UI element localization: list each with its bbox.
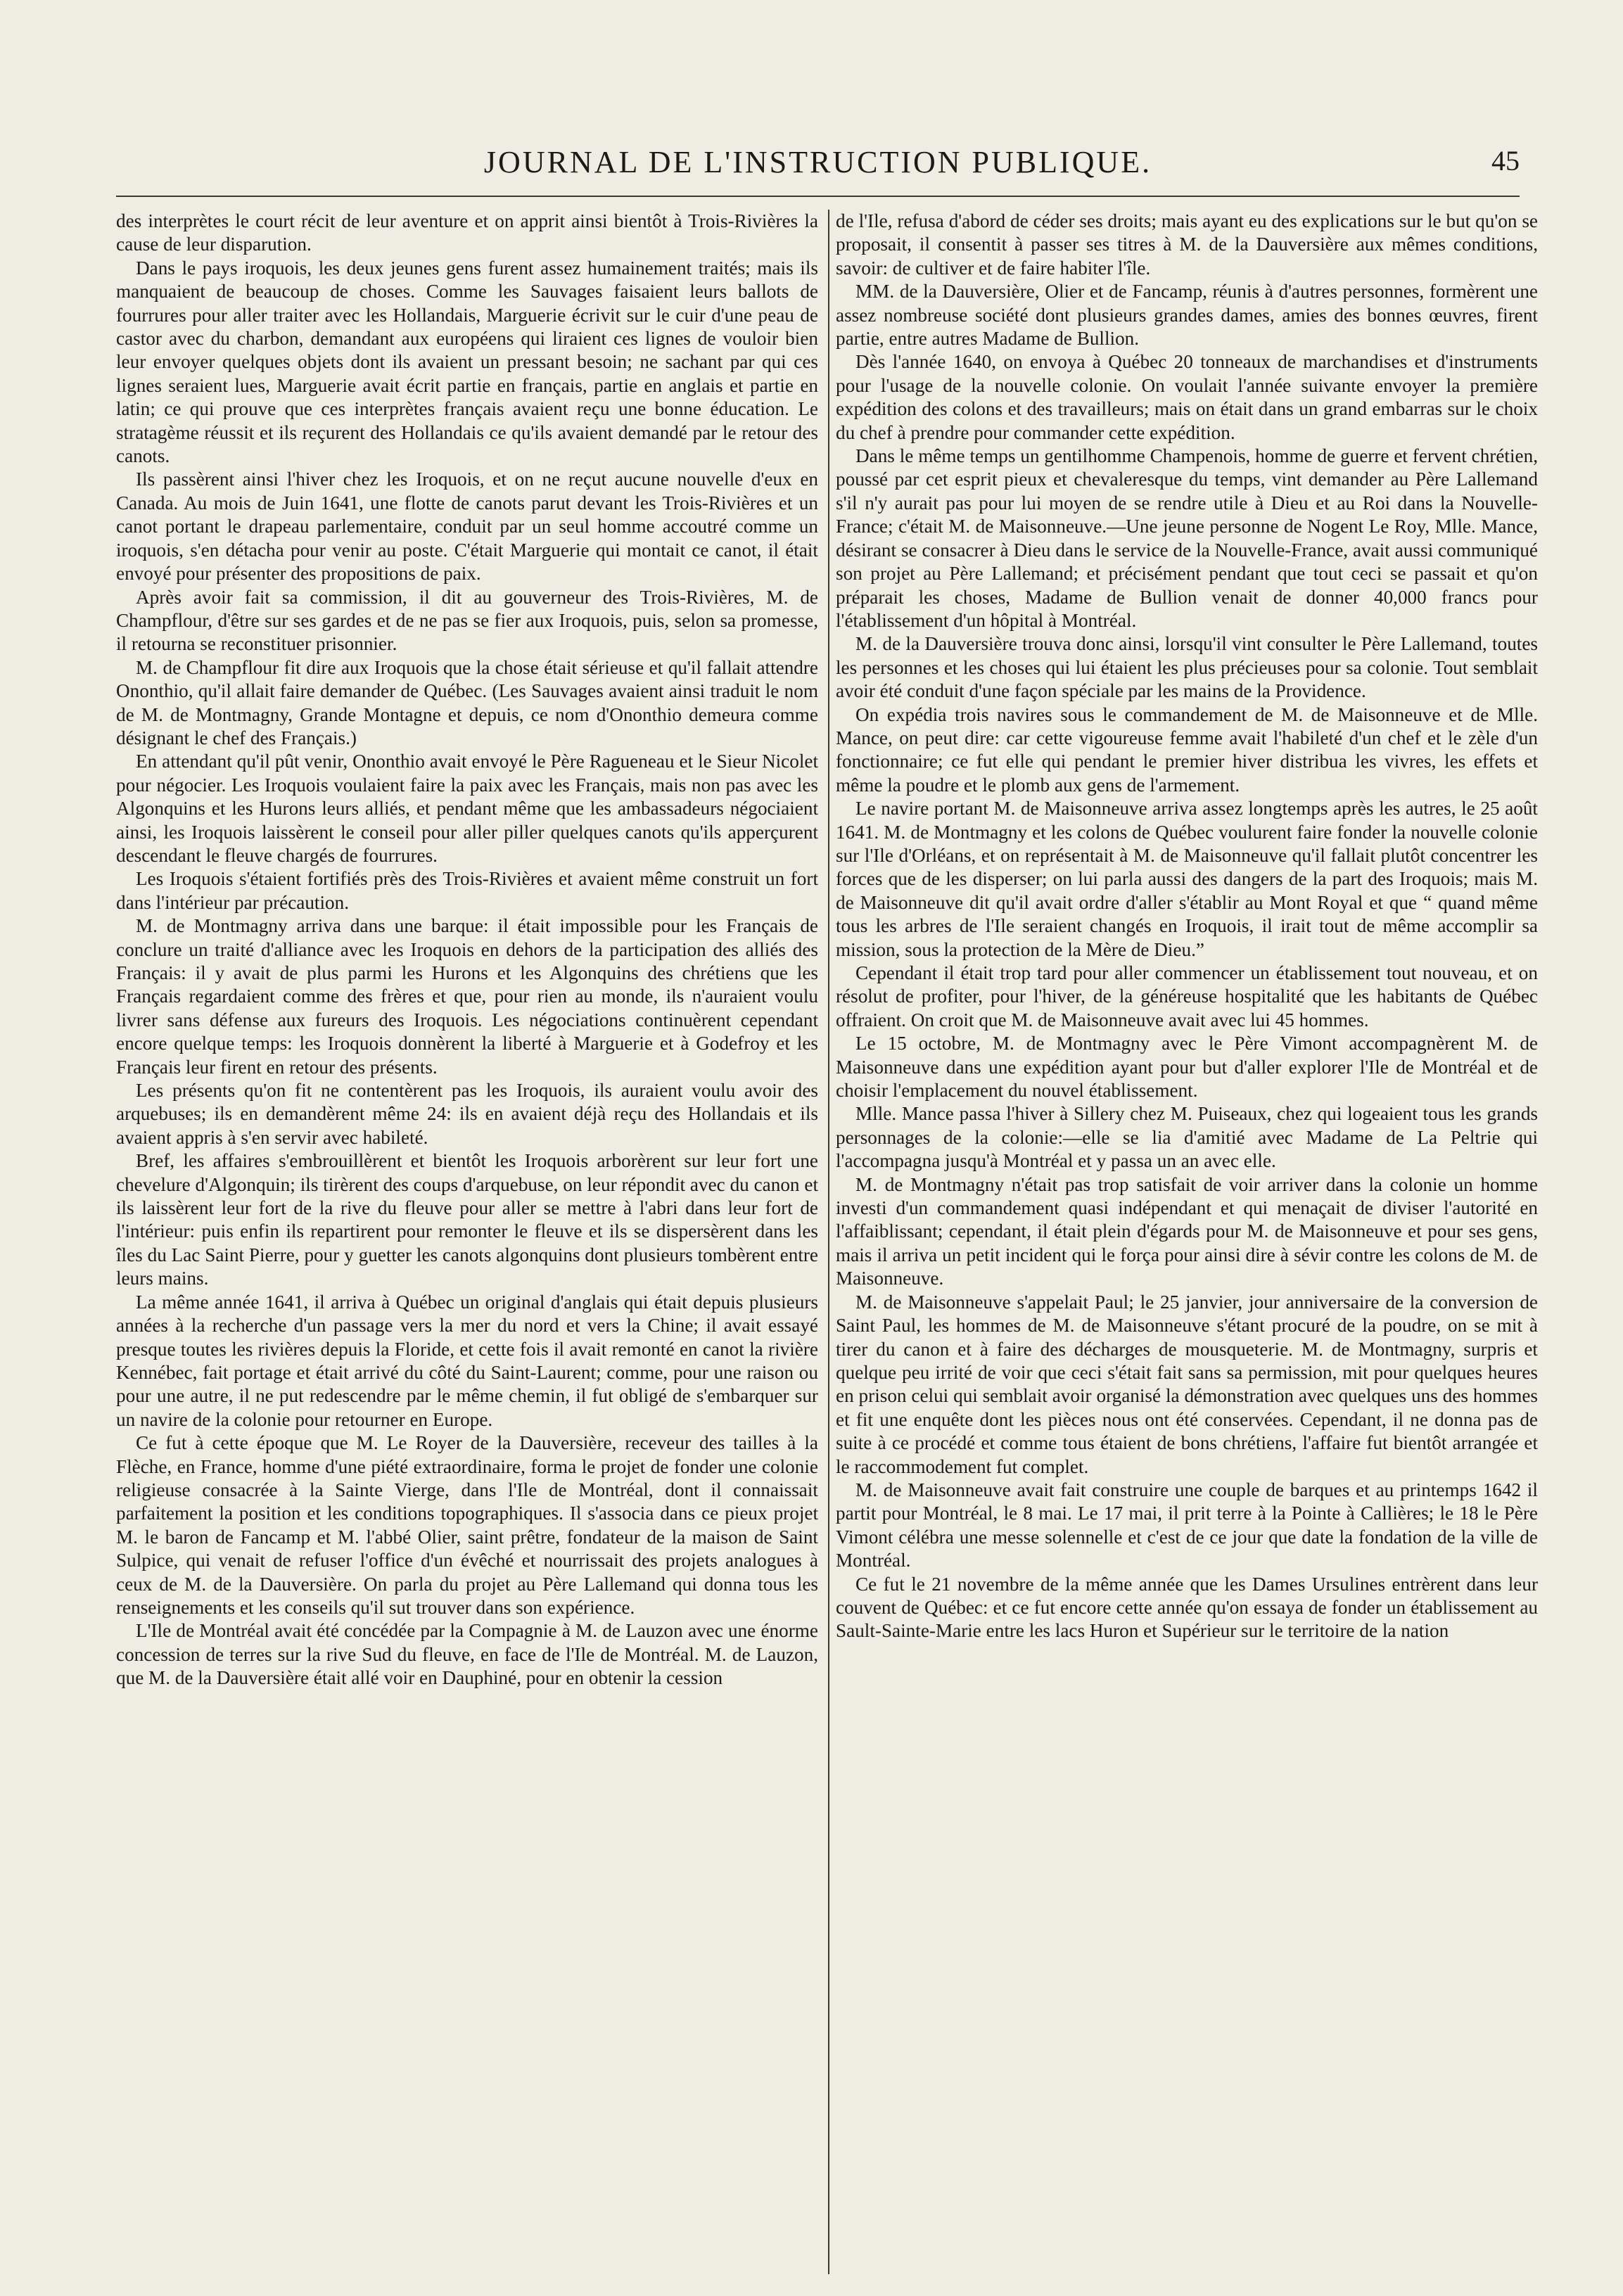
paragraph: Ce fut le 21 novembre de la même année que les Dames Ursulines entrèrent dans leur couvent de Québec: et ce fut encore cette année qu'on essaya de fonder un établissement au Sault-Sainte-Marie entre les lacs Huron et Supérieur sur le territoire de la nation [836,1573,1538,1642]
journal-title: JOURNAL DE L'INSTRUCTION PUBLIQUE. [483,145,1152,179]
paragraph: Ils passèrent ainsi l'hiver chez les Iroquois, et on ne reçut aucune nouvelle d'eux en Canada. Au mois de Juin 1641, une flotte de canots parut devant les Trois-Rivières et un canot portant le drapeau parlementaire, conduit par un seul homme accoutré comme un iroquois, s'en détacha pour venir au poste. C'était Marguerie qui montait ce canot, il était envoyé pour présenter des propositions de paix. [116,468,818,585]
paragraph: L'Ile de Montréal avait été concédée par la Compagnie à M. de Lauzon avec une énorme concession de terres sur la rive Sud du fleuve, en face de l'Ile de Montréal. M. de Lauzon, que M. de la Dauversière était allé voir en Dauphiné, pour en obtenir la cession [116,1620,818,1689]
page-number: 45 [1491,145,1520,177]
paragraph: M. de la Dauversière trouva donc ainsi, lorsqu'il vint consulter le Père Lallemand, toutes les personnes et les choses qui lui étaient les plus précieuses pour sa colonie. Tout semblait avoir été conduit d'une façon spéciale par les mains de la Providence. [836,633,1538,702]
paragraph: MM. de la Dauversière, Olier et de Fancamp, réunis à d'autres personnes, formèrent une assez nombreuse société dont plusieurs grandes dames, amies des bonnes œuvres, firent partie, entre autres Madame de Bullion. [836,281,1538,350]
paragraph: Le 15 octobre, M. de Montmagny avec le Père Vimont accompagnèrent M. de Maisonneuve dans une expédition ayant pour but d'aller explorer l'Ile de Montréal et de choisir l'emplacement du nouvel établissement. [836,1033,1538,1102]
paragraph: M. de Maisonneuve avait fait construire une couple de barques et au printemps 1642 il partit pour Montréal, le 8 mai. Le 17 mai, il prit terre à la Pointe à Callières; le 18 le Père Vimont célébra une messe solennelle et c'est de ce jour que date la fondation de la ville de Montréal. [836,1479,1538,1571]
paragraph: Cependant il était trop tard pour aller commencer un établissement tout nouveau, et on résolut de profiter, pour l'hiver, de la généreuse hospitalité que les habitants de Québec offraient. On croit que M. de Maisonneuve avait avec lui 45 hommes. [836,962,1538,1031]
paragraph: Les Iroquois s'étaient fortifiés près des Trois-Rivières et avaient même construit un fort dans l'intérieur par précaution. [116,868,818,913]
paragraph: Après avoir fait sa commission, il dit au gouverneur des Trois-Rivières, M. de Champflour, d'être sur ses gardes et de ne pas se fier aux Iroquois, puis, selon sa promesse, il retourna se reconstituer prisonnier. [116,586,818,655]
paragraph: de l'Ile, refusa d'abord de céder ses droits; mais ayant eu des explications sur le but qu'on se proposait, il consentit à passer ses titres à M. de la Dauversière aux mêmes conditions, savoir: de cultiver et de faire habiter l'île. [836,210,1538,279]
paragraph: Dans le même temps un gentilhomme Champenois, homme de guerre et fervent chrétien, poussé par cet esprit pieux et chevaleresque du temps, vint demander au Père Lallemand s'il n'y aurait pas pour lui moyen de se rendre utile à Dieu et au Roi dans la Nouvelle-France; c'était M. de Maisonneuve.—Une jeune personne de Nogent Le Roy, Mlle. Mance, désirant se consacrer à Dieu dans le service de la Nouvelle-France, avait aussi communiqué son projet au Père Lallemand; et précisément pendant que tout ceci se passait et qu'on préparait les choses, Madame de Bullion venait de donner 40,000 francs pour l'établissement d'un hôpital à Montréal. [836,445,1538,631]
page-header [116,144,1520,193]
paragraph: des interprètes le court récit de leur aventure et on apprit ainsi bientôt à Trois-Rivières la cause de leur disparution. [116,210,818,255]
header-rule [116,196,1520,197]
paragraph: Les présents qu'on fit ne contentèrent pas les Iroquois, ils auraient voulu avoir des arquebuses; ils en demandèrent même 24: ils en avaient déjà reçu des Hollandais et ils avaient appris à s'en servir avec habileté. [116,1080,818,1148]
paragraph: Le navire portant M. de Maisonneuve arriva assez longtemps après les autres, le 25 août 1641. M. de Montmagny et les colons de Québec voulurent faire fonder la nouvelle colonie sur l'Ile d'Orléans, et on représentait à M. de Maisonneuve qu'il fallait plutôt concentrer les forces que de les disperser; on lui parla aussi des dangers de la part des Iroquois; mais M. de Maisonneuve dit qu'il avait ordre d'aller s'établir au Mont Royal et que “ quand même tous les arbres de l'Ile seraient changés en Iroquois, il irait tout de même accomplir sa mission, sous la protection de la Mère de Dieu.” [836,798,1538,960]
paragraph: Dès l'année 1640, on envoya à Québec 20 tonneaux de marchandises et d'instruments pour l'usage de la nouvelle colonie. On voulait l'année suivante envoyer la première expédition des colons et des travailleurs; mais on était dans un grand embarras sur le choix du chef à prendre pour commander cette expédition. [836,351,1538,443]
left-column [116,210,818,2281]
paragraph: M. de Maisonneuve s'appelait Paul; le 25 janvier, jour anniversaire de la conversion de Saint Paul, les hommes de M. de Maisonneuve s'étant procuré de la poudre, on se mit à tirer du canon et à faire des décharges de mousqueterie. M. de Montmagny, surpris et quelque peu irrité de voir que ceci s'était fait sans sa permission, mit pour quelques heures en prison celui qui semblait avoir organisé la démonstration avec quelques uns des hommes et fit une enquête dont les pièces nous ont été conservées. Cependant, il ne donna pas de suite à ce procédé et comme tous étaient de bons chrétiens, l'affaire fut bientôt arrangée et le raccommodement fut complet. [836,1291,1538,1477]
paragraph: Dans le pays iroquois, les deux jeunes gens furent assez humainement traités; mais ils manquaient de beaucoup de choses. Comme les Sauvages faisaient leurs ballots de fourrures pour aller traiter avec les Hollandais, Marguerie écrivit sur le cuir d'une peau de castor avec du charbon, demandant aux européens qui liraient ces lignes de vouloir bien leur envoyer quelques objets dont ils avaient un pressant besoin; ne sachant par qui ces lignes seraient lues, Marguerie avait écrit partie en français, partie en anglais et partie en latin; ce qui prouve que ces interprètes français avaient reçu une bonne éducation. Le stratagème réussit et ils reçurent des Hollandais ce qu'ils avaient demandé par le retour des canots. [116,257,818,467]
paragraph: Ce fut à cette époque que M. Le Royer de la Dauversière, receveur des tailles à la Flèche, en France, homme d'une piété extraordinaire, forma le projet de fonder une colonie religieuse consacrée à la Sainte Vierge, dans l'Ile de Montréal, dont il connaissait parfaitement la position et les conditions topographiques. Il s'associa dans ce pieux projet M. le baron de Fancamp et M. l'abbé Olier, saint prêtre, fondateur de la maison de Saint Sulpice, qui venait de refuser l'office d'un évêché et nourrissait des projets analogues à ceux de M. de la Dauversière. On parla du projet au Père Lallemand qui donna tous les renseignements et les conseils qu'il sut trouver dans son expérience. [116,1432,818,1618]
paragraph: Bref, les affaires s'embrouillèrent et bientôt les Iroquois arborèrent sur leur fort une chevelure d'Algonquin; ils tirèrent des coups d'arquebuse, on leur répondit avec du canon et ils laissèrent leur fort de la rive du fleuve pour aller se mettre à l'abri dans leur fort de l'intérieur: puis enfin ils repartirent pour remonter le fleuve et ils se dispersèrent dans les îles du Lac Saint Pierre, pour y guetter les canots algonquins dont plusieurs tombèrent entre leurs mains. [116,1150,818,1289]
paragraph: M. de Montmagny n'était pas trop satisfait de voir arriver dans la colonie un homme investi d'un commandement quasi indépendant et qui menaçait de diviser l'autorité en l'affaiblissant; cependant, il était plein d'égards pour M. de Maisonneuve et pour ses gens, mais il arriva un petit incident qui le força pour ainsi dire à sévir contre les colons de M. de Maisonneuve. [836,1173,1538,1289]
paragraph: Mlle. Mance passa l'hiver à Sillery chez M. Puiseaux, chez qui logeaient tous les grands personnages de la colonie:—elle se lia d'amitié avec Madame de La Peltrie qui l'accompagna jusqu'à Montréal et y passa un an avec elle. [836,1103,1538,1172]
paragraph: La même année 1641, il arriva à Québec un original d'anglais qui était depuis plusieurs années à la recherche d'un passage vers la mer du nord et vers la Chine; il avait essayé presque toutes les rivières depuis la Floride, et cette fois il avait remonté en canot la rivière Kennébec, fait portage et était arrivé du côté du Saint-Laurent; comme, pour une raison ou pour une autre, il ne put redescendre par le même chemin, il fut obligé de s'embarquer sur un navire de la colonie pour retourner en Europe. [116,1291,818,1430]
right-column [836,210,1538,2281]
column-divider [828,210,829,2274]
paragraph: En attendant qu'il pût venir, Ononthio avait envoyé le Père Ragueneau et le Sieur Nicolet pour négocier. Les Iroquois voulaient faire la paix avec les Français, mais non pas avec les Algonquins et les Hurons leurs alliés, et pendant même que les ambassadeurs négociaient ainsi, les Iroquois laissèrent le conseil pour aller piller quelques canots qu'ils apperçurent descendant le fleuve chargés de fourrures. [116,751,818,866]
paragraph: M. de Champflour fit dire aux Iroquois que la chose était sérieuse et qu'il fallait attendre Ononthio, qu'il allait faire demander de Québec. (Les Sauvages avaient ainsi traduit le nom de M. de Montmagny, Grande Montagne et depuis, ce nom d'Ononthio demeura comme désignant le chef des Français.) [116,656,818,748]
paragraph: On expédia trois navires sous le commandement de M. de Maisonneuve et de Mlle. Mance, on peut dire: car cette vigoureuse femme avait l'habileté d'un chef et le zèle d'un fonctionnaire; ce fut elle qui pendant le premier hiver distribua les vivres, les effets et même la poudre et le plomb aux gens de l'armement. [836,703,1538,796]
paragraph: M. de Montmagny arriva dans une barque: il était impossible pour les Français de conclure un traité d'alliance avec les Iroquois en dehors de la participation des alliés des Français: il y avait de plus parmi les Hurons et les Algonquins des chrétiens que les Français regardaient comme des frères et que, pour rien au monde, ils n'auraient voulu livrer sans défense aux fureurs des Iroquois. Les négociations continuèrent cependant encore quelque temps: les Iroquois donnèrent la liberté à Marguerie et à Godefroy et les Français leur firent en retour des présents. [116,915,818,1078]
